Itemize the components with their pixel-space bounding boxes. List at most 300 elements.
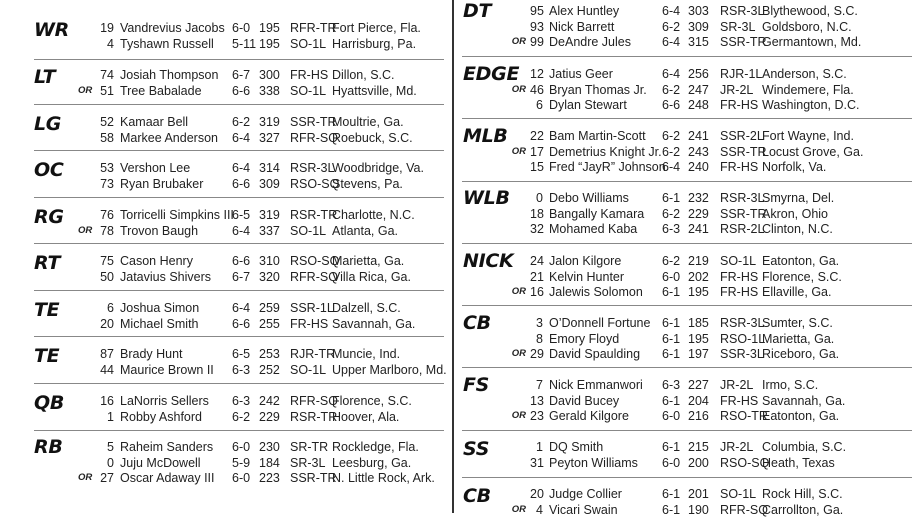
player-class: RSR-3L: [720, 191, 765, 205]
player-name: Kamaar Bell: [120, 115, 189, 129]
player-class: RSR-3L: [290, 161, 335, 175]
player-class: RSR-3L: [720, 4, 765, 18]
player-height: 6-4: [232, 130, 251, 145]
player-name: Kelvin Hunter: [549, 269, 625, 284]
player-hometown: Germantown, Md.: [762, 35, 862, 50]
player-row: [458, 66, 912, 82]
player-height: 6-2: [662, 206, 681, 221]
player-row: [0, 83, 452, 99]
player-class: RSR-3L: [720, 316, 765, 330]
player-class: FR-HS: [720, 269, 759, 284]
player-hometown: Atlanta, Ga.: [332, 223, 399, 238]
position-label: LT: [34, 66, 56, 88]
or-marker: OR: [511, 145, 526, 157]
section-divider: [34, 59, 444, 60]
player-class: SO-1L: [290, 83, 327, 98]
player-class: SSR-3L: [720, 347, 764, 362]
player-class: FR-HS: [720, 98, 759, 113]
player-weight: 247: [688, 82, 709, 97]
player-row: [458, 486, 912, 502]
player-height: 6-4: [662, 67, 681, 81]
player-hometown: Hoover, Ala.: [332, 409, 400, 424]
player-name: Markee Anderson: [120, 130, 218, 145]
player-hometown: Norfolk, Va.: [762, 160, 827, 175]
jersey-number: 7: [536, 378, 543, 392]
jersey-number: 20: [100, 316, 114, 331]
player-weight: 320: [259, 269, 280, 284]
player-height: 6-4: [662, 35, 681, 50]
player-name: Cason Henry: [120, 254, 193, 268]
position-label: LG: [34, 113, 62, 135]
player-hometown: Hyattsville, Md.: [332, 83, 417, 98]
player-hometown: Dillon, S.C.: [332, 68, 395, 82]
player-hometown: Ellaville, Ga.: [762, 285, 832, 300]
section-divider: [34, 243, 444, 244]
jersey-number: 16: [100, 394, 114, 408]
player-hometown: Marietta, Ga.: [762, 331, 835, 346]
player-name: Tree Babalade: [120, 83, 202, 98]
section-divider: [462, 118, 912, 119]
player-name: Judge Collier: [549, 487, 622, 501]
player-hometown: Sumter, S.C.: [762, 316, 833, 330]
player-row: [0, 455, 452, 471]
player-name: Vicari Swain: [549, 502, 618, 517]
jersey-number: 0: [107, 455, 114, 470]
player-row: [458, 19, 912, 35]
player-weight: 243: [688, 144, 709, 159]
player-hometown: Florence, S.C.: [762, 269, 842, 284]
player-row: [458, 502, 912, 518]
player-row: [458, 144, 912, 160]
section-divider: [34, 383, 444, 384]
player-weight: 232: [688, 191, 709, 205]
player-height: 6-0: [232, 21, 251, 35]
player-name: Jatius Geer: [549, 67, 613, 81]
player-weight: 229: [259, 409, 280, 424]
player-hometown: Heath, Texas: [762, 455, 835, 470]
player-class: RJR-1L: [720, 67, 763, 81]
player-class: JR-2L: [720, 440, 754, 454]
player-class: FR-HS: [290, 316, 329, 331]
player-name: Bryan Thomas Jr.: [549, 82, 647, 97]
player-height: 6-4: [232, 223, 251, 238]
player-weight: 314: [259, 161, 280, 175]
player-name: Nick Barrett: [549, 19, 615, 34]
player-height: 6-3: [232, 362, 251, 377]
player-height: 6-0: [662, 455, 681, 470]
player-hometown: Charlotte, N.C.: [332, 208, 415, 222]
position-label: CB: [463, 485, 491, 507]
player-name: Bangally Kamara: [549, 206, 645, 221]
player-height: 6-2: [662, 254, 681, 268]
position-label: WR: [34, 19, 69, 41]
player-class: FR-HS: [720, 393, 759, 408]
player-height: 6-6: [232, 176, 251, 191]
player-class: SO-1L: [290, 223, 327, 238]
player-row: [458, 346, 912, 362]
player-weight: 252: [259, 362, 280, 377]
player-height: 6-4: [662, 4, 681, 18]
position-label: RT: [34, 252, 61, 274]
jersey-number: 21: [530, 269, 544, 284]
jersey-number: 15: [530, 160, 544, 175]
jersey-number: 1: [536, 440, 543, 454]
player-name: Ryan Brubaker: [120, 176, 204, 191]
player-height: 6-6: [232, 316, 251, 331]
position-label: RB: [34, 436, 63, 458]
player-height: 6-1: [662, 316, 681, 330]
player-name: LaNorris Sellers: [120, 394, 209, 408]
jersey-number: 46: [530, 82, 544, 97]
player-name: Emory Floyd: [549, 331, 620, 346]
player-name: David Spaulding: [549, 347, 641, 362]
column-divider: [452, 0, 454, 513]
position-label: WLB: [463, 187, 510, 209]
player-class: FR-HS: [290, 68, 329, 82]
player-row: [458, 190, 912, 206]
player-height: 6-2: [232, 115, 251, 129]
player-hometown: Stevens, Pa.: [332, 176, 403, 191]
jersey-number: 20: [530, 487, 544, 501]
jersey-number: 93: [530, 19, 544, 34]
player-name: Alex Huntley: [549, 4, 620, 18]
jersey-number: 1: [107, 409, 114, 424]
player-weight: 300: [259, 68, 280, 82]
jersey-number: 53: [100, 161, 114, 175]
player-class: RSO-TR: [720, 409, 768, 424]
player-row: [458, 393, 912, 409]
section-divider: [34, 290, 444, 291]
player-weight: 310: [259, 254, 280, 268]
player-row: [0, 269, 452, 285]
player-name: Joshua Simon: [120, 301, 200, 315]
player-name: Vandrevius Jacobs: [120, 21, 225, 35]
player-height: 6-1: [662, 440, 681, 454]
player-height: 6-1: [662, 487, 681, 501]
player-hometown: Columbia, S.C.: [762, 440, 847, 454]
player-row: [0, 470, 452, 486]
section-divider: [462, 56, 912, 57]
player-class: SSR-TR: [720, 144, 767, 159]
position-label: TE: [34, 299, 60, 321]
player-height: 6-2: [662, 144, 681, 159]
player-hometown: Rock Hill, S.C.: [762, 487, 843, 501]
section-divider: [462, 181, 912, 182]
player-weight: 241: [688, 129, 709, 143]
position-label: EDGE: [463, 63, 520, 85]
player-hometown: Marietta, Ga.: [332, 254, 405, 268]
section-divider: [34, 150, 444, 151]
player-class: JR-2L: [720, 82, 754, 97]
player-weight: 319: [259, 208, 280, 222]
player-row: [0, 114, 452, 130]
player-row: [0, 20, 452, 36]
player-name: Nick Emmanwori: [549, 378, 643, 392]
player-row: [0, 36, 452, 52]
player-name: Tyshawn Russell: [120, 36, 214, 51]
player-name: Bam Martin-Scott: [549, 129, 646, 143]
player-row: [0, 253, 452, 269]
position-label: TE: [34, 345, 60, 367]
or-marker: OR: [511, 83, 526, 95]
jersey-number: 52: [100, 115, 114, 129]
player-height: 6-4: [662, 160, 681, 175]
player-weight: 229: [688, 206, 709, 221]
position-label: QB: [34, 392, 65, 414]
player-weight: 256: [688, 67, 709, 81]
player-class: SO-1L: [290, 36, 327, 51]
player-name: O’Donnell Fortune: [549, 316, 651, 330]
player-row: [0, 176, 452, 192]
player-name: Jatavius Shivers: [120, 269, 212, 284]
jersey-number: 44: [100, 362, 114, 377]
player-hometown: Smyrna, Del.: [762, 191, 835, 205]
or-marker: OR: [511, 410, 526, 422]
player-weight: 338: [259, 83, 280, 98]
player-name: Robby Ashford: [120, 409, 202, 424]
player-hometown: Irmo, S.C.: [762, 378, 819, 392]
player-weight: 201: [688, 487, 709, 501]
section-divider: [34, 336, 444, 337]
player-name: Dylan Stewart: [549, 98, 627, 113]
player-weight: 309: [688, 19, 709, 34]
player-hometown: Woodbridge, Va.: [332, 161, 424, 175]
player-class: SR-3L: [720, 19, 756, 34]
player-class: RSO-SQ: [290, 176, 340, 191]
position-label: DT: [463, 0, 492, 22]
player-height: 6-0: [232, 440, 251, 454]
player-name: Torricelli Simpkins III: [120, 208, 234, 222]
player-class: SO-1L: [720, 487, 757, 501]
player-class: RJR-TR: [290, 347, 336, 361]
section-divider: [462, 367, 912, 368]
jersey-number: 75: [100, 254, 114, 268]
player-row: [0, 207, 452, 223]
player-row: [458, 284, 912, 300]
player-name: DQ Smith: [549, 440, 604, 454]
player-height: 6-4: [232, 161, 251, 175]
player-weight: 215: [688, 440, 709, 454]
player-weight: 315: [688, 35, 709, 50]
player-class: SSR-TR: [720, 206, 767, 221]
player-height: 6-3: [232, 394, 251, 408]
player-hometown: Upper Marlboro, Md.: [332, 362, 447, 377]
jersey-number: 74: [100, 68, 114, 82]
jersey-number: 18: [530, 206, 544, 221]
player-height: 6-0: [662, 409, 681, 424]
jersey-number: 12: [530, 67, 544, 81]
jersey-number: 24: [530, 254, 544, 268]
player-weight: 241: [688, 222, 709, 237]
player-class: SO-1L: [720, 254, 757, 268]
player-hometown: Muncie, Ind.: [332, 347, 401, 361]
player-row: [458, 455, 912, 471]
player-class: SR-TR: [290, 440, 329, 454]
player-weight: 259: [259, 301, 280, 315]
player-weight: 197: [688, 347, 709, 362]
player-row: [0, 393, 452, 409]
player-weight: 240: [688, 160, 709, 175]
player-row: [0, 130, 452, 146]
player-hometown: Locust Grove, Ga.: [762, 144, 864, 159]
player-name: Mohamed Kaba: [549, 222, 638, 237]
player-weight: 255: [259, 316, 280, 331]
player-class: SO-1L: [290, 362, 327, 377]
player-class: RSR-TR: [290, 409, 338, 424]
player-class: RSO-1L: [720, 331, 766, 346]
jersey-number: 8: [536, 331, 543, 346]
or-marker: OR: [511, 348, 526, 360]
jersey-number: 95: [530, 4, 544, 18]
jersey-number: 99: [530, 35, 544, 50]
player-hometown: Fort Pierce, Fla.: [332, 21, 421, 35]
jersey-number: 76: [100, 208, 114, 222]
or-marker: OR: [78, 224, 93, 236]
jersey-number: 23: [530, 409, 544, 424]
player-weight: 223: [259, 471, 280, 486]
player-class: FR-HS: [720, 160, 759, 175]
player-weight: 202: [688, 269, 709, 284]
player-weight: 337: [259, 223, 280, 238]
position-label: SS: [463, 438, 490, 460]
player-hometown: Savannah, Ga.: [332, 316, 416, 331]
player-row: [0, 160, 452, 176]
player-hometown: Eatonton, Ga.: [762, 409, 840, 424]
player-row: [458, 97, 912, 113]
player-row: [458, 331, 912, 347]
player-height: 6-1: [662, 331, 681, 346]
jersey-number: 51: [100, 83, 114, 98]
or-marker: OR: [78, 84, 93, 96]
player-weight: 227: [688, 378, 709, 392]
player-height: 6-7: [232, 68, 251, 82]
player-class: RSR-2L: [720, 222, 765, 237]
section-divider: [34, 430, 444, 431]
player-row: [458, 82, 912, 98]
player-row: [458, 128, 912, 144]
player-weight: 185: [688, 316, 709, 330]
player-height: 5-11: [232, 36, 257, 51]
player-weight: 319: [259, 115, 280, 129]
player-weight: 195: [259, 36, 280, 51]
or-marker: OR: [511, 503, 526, 515]
player-class: RFR-SQ: [720, 502, 768, 517]
player-height: 6-1: [662, 502, 681, 517]
jersey-number: 27: [100, 471, 114, 486]
jersey-number: 50: [100, 269, 114, 284]
player-hometown: Savannah, Ga.: [762, 393, 846, 408]
jersey-number: 32: [530, 222, 544, 237]
player-hometown: Goldsboro, N.C.: [762, 19, 852, 34]
player-name: Jalon Kilgore: [549, 254, 622, 268]
player-name: Gerald Kilgore: [549, 409, 629, 424]
player-name: DeAndre Jules: [549, 35, 631, 50]
player-height: 6-1: [662, 393, 681, 408]
player-height: 6-1: [662, 191, 681, 205]
player-height: 6-4: [232, 301, 251, 315]
section-divider: [462, 477, 912, 478]
player-row: [458, 3, 912, 19]
player-class: SSR-1L: [290, 301, 334, 315]
player-hometown: Dalzell, S.C.: [332, 301, 401, 315]
player-row: [458, 315, 912, 331]
player-hometown: Windemere, Fla.: [762, 82, 854, 97]
jersey-number: 0: [536, 191, 543, 205]
player-height: 6-1: [662, 347, 681, 362]
player-class: RSO-SQ: [720, 455, 770, 470]
jersey-number: 29: [530, 347, 544, 362]
player-weight: 230: [259, 440, 280, 454]
player-weight: 327: [259, 130, 280, 145]
player-height: 6-0: [232, 471, 251, 486]
player-name: Brady Hunt: [120, 347, 183, 361]
section-divider: [462, 243, 912, 244]
player-row: [0, 409, 452, 425]
player-hometown: Carrollton, Ga.: [762, 502, 844, 517]
or-marker: OR: [78, 472, 93, 484]
player-hometown: Clinton, N.C.: [762, 222, 833, 237]
player-class: RFR-SQ: [290, 269, 338, 284]
player-hometown: Villa Rica, Ga.: [332, 269, 411, 284]
position-label: RG: [34, 206, 64, 228]
or-marker: OR: [511, 286, 526, 298]
player-row: [0, 300, 452, 316]
player-weight: 248: [688, 98, 709, 113]
player-hometown: Blythewood, S.C.: [762, 4, 858, 18]
section-divider: [462, 430, 912, 431]
player-row: [458, 269, 912, 285]
player-class: JR-2L: [720, 378, 754, 392]
player-height: 6-2: [662, 82, 681, 97]
player-height: 6-2: [662, 19, 681, 34]
player-hometown: Florence, S.C.: [332, 394, 412, 408]
player-weight: 184: [259, 455, 280, 470]
player-name: Oscar Adaway III: [120, 471, 215, 486]
player-name: Jalewis Solomon: [549, 285, 643, 300]
player-hometown: Moultrie, Ga.: [332, 115, 404, 129]
player-weight: 219: [688, 254, 709, 268]
player-weight: 242: [259, 394, 280, 408]
section-divider: [34, 197, 444, 198]
player-name: Debo Williams: [549, 191, 629, 205]
section-divider: [34, 104, 444, 105]
player-row: [0, 362, 452, 378]
player-height: 6-3: [662, 222, 681, 237]
player-row: [458, 206, 912, 222]
player-name: Trovon Baugh: [120, 223, 199, 238]
player-class: FR-HS: [720, 285, 759, 300]
player-row: [458, 253, 912, 269]
jersey-number: 6: [107, 301, 114, 315]
player-name: Peyton Williams: [549, 455, 638, 470]
jersey-number: 58: [100, 130, 114, 145]
jersey-number: 4: [107, 36, 114, 51]
player-name: Michael Smith: [120, 316, 199, 331]
player-weight: 200: [688, 455, 709, 470]
player-row: [458, 34, 912, 50]
jersey-number: 78: [100, 223, 114, 238]
player-height: 6-6: [662, 98, 681, 113]
jersey-number: 17: [530, 144, 544, 159]
player-row: [0, 67, 452, 83]
player-weight: 195: [259, 21, 280, 35]
player-row: [0, 316, 452, 332]
player-hometown: Fort Wayne, Ind.: [762, 129, 854, 143]
player-weight: 190: [688, 502, 709, 517]
player-class: RFR-TR: [290, 21, 337, 35]
player-weight: 303: [688, 4, 709, 18]
player-name: Josiah Thompson: [120, 68, 219, 82]
